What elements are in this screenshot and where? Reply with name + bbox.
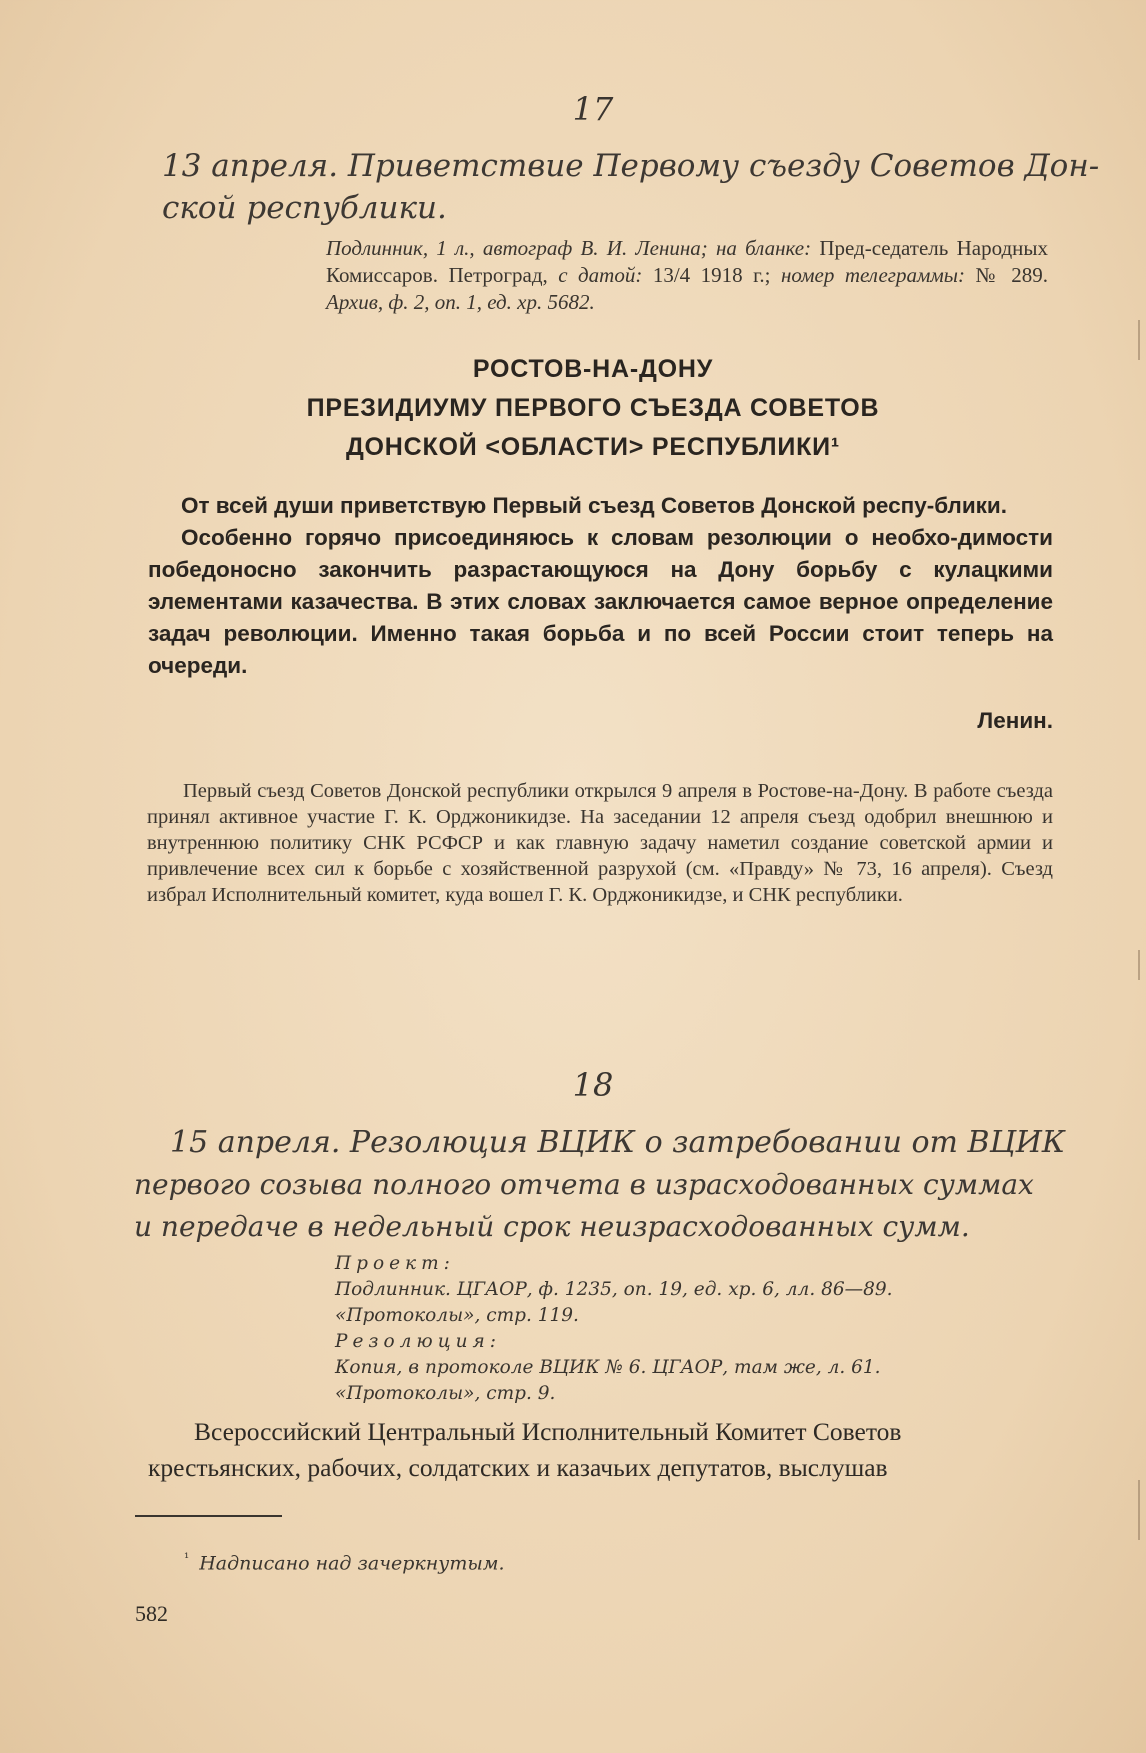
source-blank-text: Пред-седатель Народных Комиссаров. Петроград, [326,236,1048,287]
source-with-date: с датой: [547,263,643,287]
note-paragraph: Первый съезд Советов Донской республики открылся 9 апреля в Ростове-на-Дону. В работе съезда принял активное участие Г. К. Орджоникидзе. На заседании 12 апреля съезд одобрил внешнюю и внутреннюю политику СНК РСФСР и как главную задачу наметил создание советской армии и привлечение всех сил к борьбе с хозяйственной разрухой (см. «Правду» № 73, 16 апреля). Съезд избрал Исполнительный комитет, куда вошел Г. К. Орджоникидзе, и СНК республики. [147,780,1053,906]
footnote-mark: ¹ [184,1551,190,1566]
source-line: Подлинник. ЦГАОР, ф. 1235, оп. 19, ед. хр. 6, лл. 86—89. [335,1279,893,1300]
paper-edge-mark [1138,1480,1140,1540]
document-text [148,490,1053,682]
document-title-line: ДОНСКОЙ <ОБЛАСТИ> РЕСПУБЛИКИ¹ [345,433,841,461]
source-label: Резолюция: [335,1331,501,1352]
document-heading-line: ской республики. [162,190,447,226]
text-paragraph: Всероссийский Центральный Исполнительный Комитет Советов крестьянских, рабочих, солдатских и казачьих депутатов, выслушав [148,1417,902,1482]
document-text [148,1414,1058,1486]
page-number: 582 [135,1601,168,1626]
document-heading-line: 15 апреля. Резолюция ВЦИК о затребовании от ВЦИК [170,1125,1066,1160]
text-paragraph: От всей души приветствую Первый съезд Советов Донской респу-блики. [181,493,1008,518]
document-number: 18 [572,1066,614,1104]
document-number: 17 [572,90,614,128]
footnote [184,1551,505,1574]
archival-source [326,235,1048,316]
source-telegram-label: номер телеграммы: [780,263,965,287]
source-date: 13/4 1918 г.; [642,263,771,287]
footnote-text: Надписано над зачеркнутым. [199,1552,505,1575]
archival-source [335,1251,1055,1407]
document-heading-line: первого созыва полного отчета в израсходованных суммах [134,1168,1034,1201]
text-paragraph: Особенно горячо присоединяюсь к словам резолюции о необхо-димости победоносно закончить разрастающуюся на Дону борьбу с кулацкими элементами казачества. В этих словах заключается самое верное определение задач революции. Именно такая борьба и по всей России стоит теперь на очереди. [148,525,1053,678]
editorial-note [147,778,1053,908]
source-line: «Протоколы», стр. 119. [335,1305,579,1326]
paper-edge-mark [1138,950,1140,980]
document-heading-line: и передаче в недельный срок неизрасходованных сумм. [134,1210,970,1243]
document-title-line: РОСТОВ-НА-ДОНУ [472,355,714,383]
footnote-divider [135,1515,282,1517]
source-original: Подлинник, 1 л., автограф В. И. Ленина; на бланке: [326,236,812,260]
source-line: «Протоколы», стр. 9. [335,1383,556,1404]
source-archive: Архив, ф. 2, оп. 1, ед. хр. 5682. [326,290,595,314]
document-title-line: ПРЕЗИДИУМУ ПЕРВОГО СЪЕЗДА СОВЕТОВ [306,394,880,422]
paper-edge-mark [1138,320,1140,360]
source-line: Копия, в протоколе ВЦИК № 6. ЦГАОР, там же, л. 61. [335,1357,881,1378]
signature: Ленин. [977,708,1053,733]
source-label: Проект: [335,1253,455,1274]
source-telegram-number: № 289. [965,263,1049,287]
document-heading-line: 13 апреля. Приветствие Первому съезду Советов Дон- [162,148,1100,184]
